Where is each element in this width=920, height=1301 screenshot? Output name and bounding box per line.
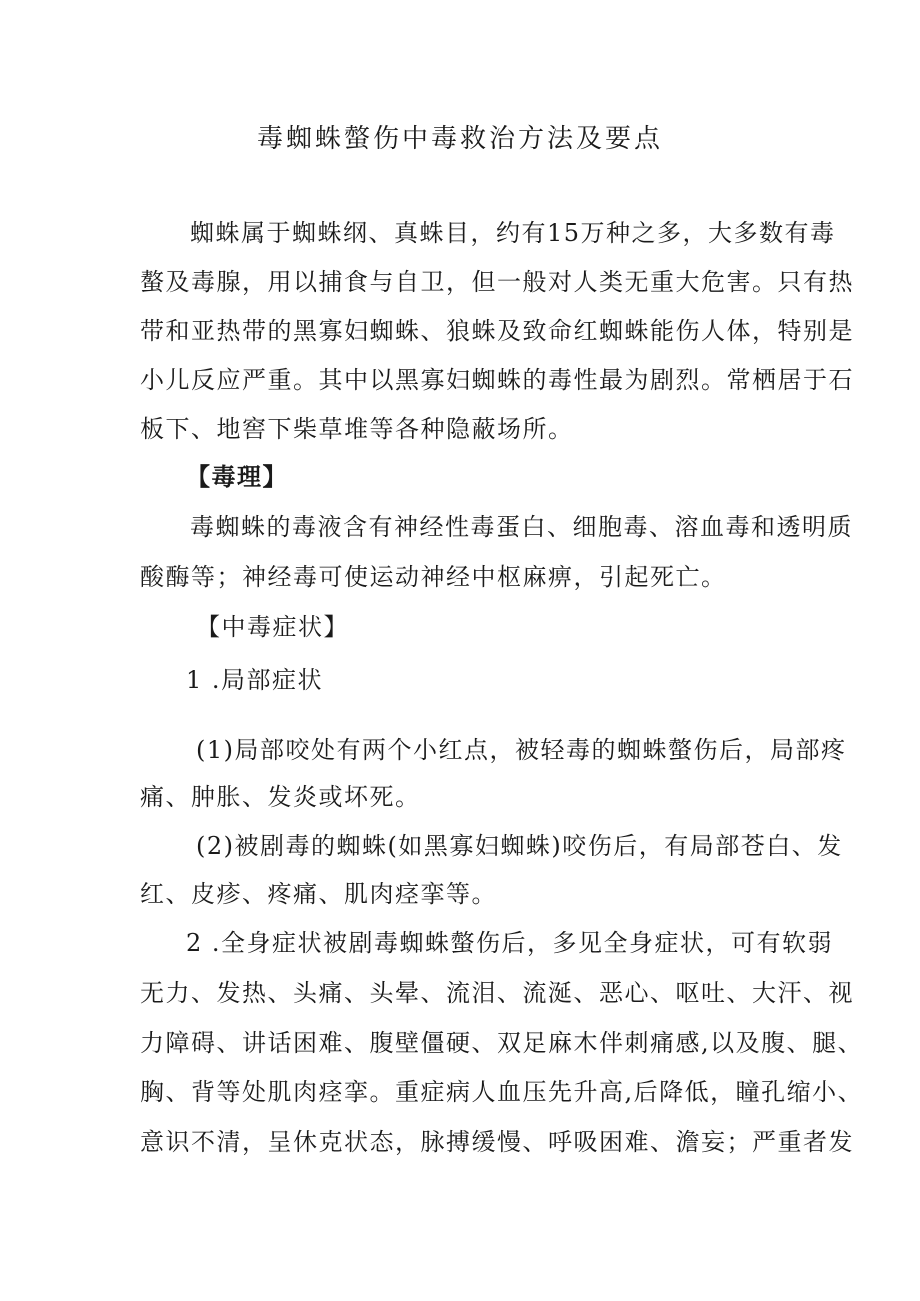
intro-line-4: 小儿反应严重。其中以黑寡妇蜘蛛的毒性最为剧烈。常栖居于石	[140, 366, 854, 394]
toxicology-line-1: 毒蜘蛛的毒液含有神经性毒蛋白、细胞毒、溶血毒和透明质	[190, 513, 853, 541]
systemic-line-2: 无力、发热、头痛、头晕、流泪、流涎、恶心、呕吐、大汗、视	[140, 979, 854, 1007]
intro-line-3: 带和亚热带的黑寡妇蜘蛛、狼蛛及致命红蜘蛛能伤人体，特别是	[140, 317, 854, 345]
subheading-local-symptoms: 1 .局部症状	[186, 666, 324, 694]
heading-toxicology: 【毒理】	[186, 462, 288, 491]
toxicology-line-2: 酸酶等；神经毒可使运动神经中枢麻痹，引起死亡。	[140, 563, 727, 591]
intro-line-5: 板下、地窖下柴草堆等各种隐蔽场所。	[140, 415, 574, 443]
document-title: 毒蜘蛛螫伤中毒救治方法及要点	[256, 124, 663, 154]
local-item-1-line-2: 痛、肿胀、发炎或坏死。	[140, 783, 421, 811]
systemic-line-4: 胸、背等处肌肉痉挛。重症病人血压先升高,后降低，瞳孔缩小、	[140, 1078, 864, 1106]
systemic-line-1: 2 .全身症状被剧毒蜘蛛螫伤后，多见全身症状，可有软弱	[186, 929, 834, 957]
local-item-2-line-1: (2)被剧毒的蜘蛛(如黑寡妇蜘蛛)咬伤后，有局部苍白、发	[196, 832, 843, 860]
intro-line-1: 蜘蛛属于蜘蛛纲、真蛛目，约有15万种之多，大多数有毒	[190, 219, 836, 247]
systemic-line-5: 意识不清，呈休克状态，脉搏缓慢、呼吸困难、澹妄；严重者发	[140, 1128, 854, 1156]
intro-line-2: 螯及毒腺，用以捕食与自卫，但一般对人类无重大危害。只有热	[140, 268, 854, 296]
local-item-1-line-1: (1)局部咬处有两个小红点，被轻毒的蜘蛛螫伤后，局部疼	[196, 736, 847, 764]
heading-symptoms: 【中毒症状】	[196, 613, 349, 641]
systemic-line-3: 力障碍、讲话困难、腹壁僵硬、双足麻木伴刺痛感,以及腹、腿、	[140, 1029, 864, 1057]
local-item-2-line-2: 红、皮疹、疼痛、肌肉痉挛等。	[140, 880, 497, 908]
